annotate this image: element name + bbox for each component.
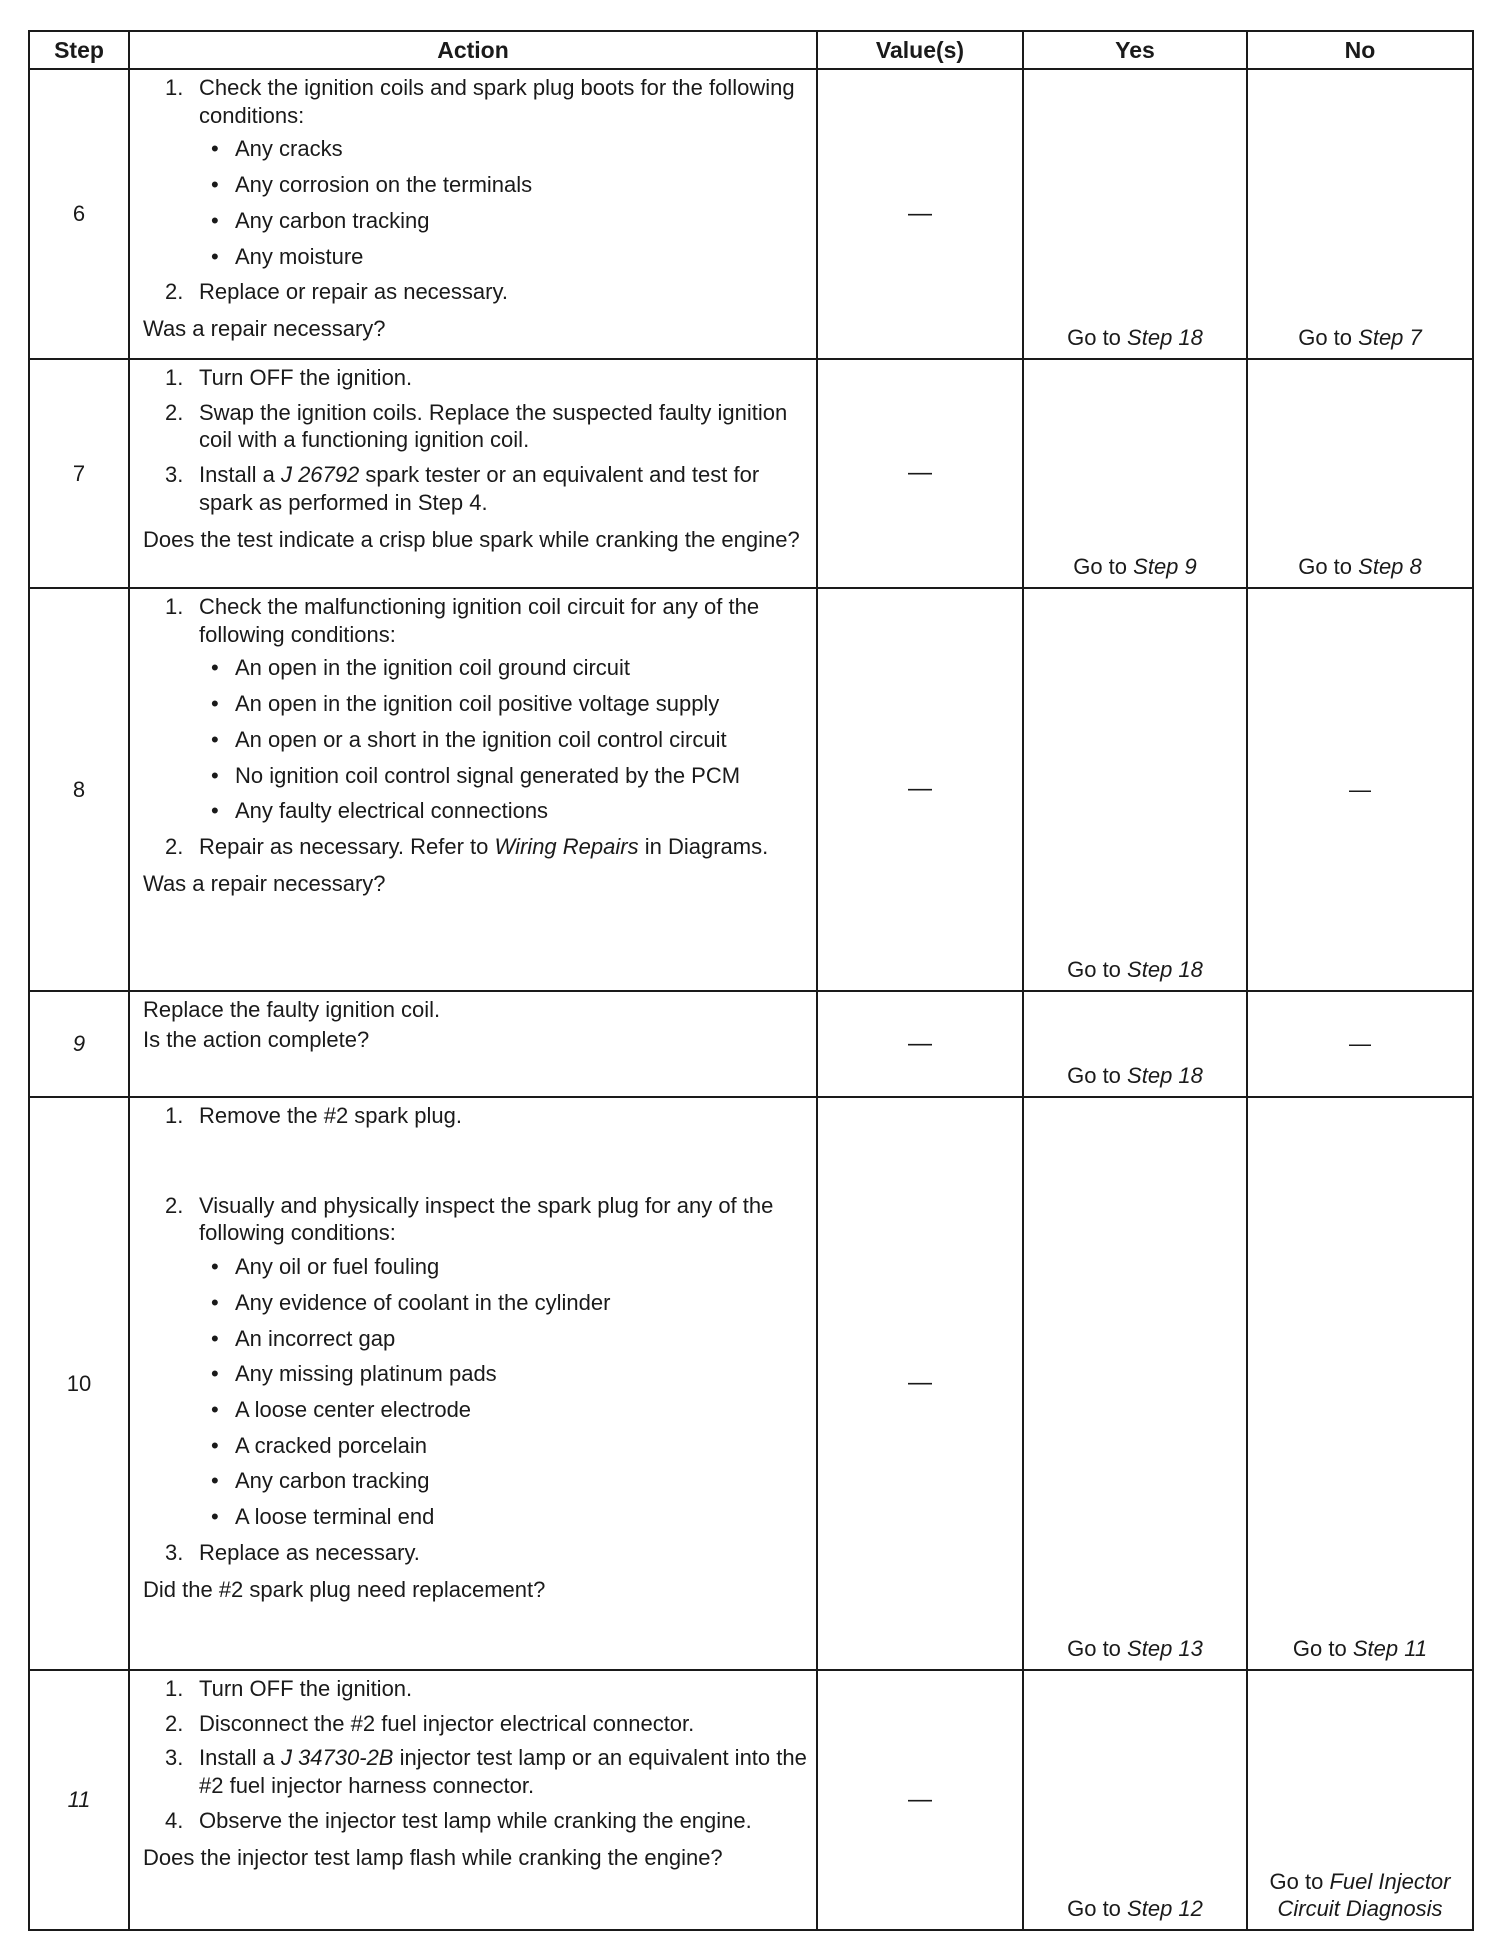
action-step: 2. Swap the ignition coils. Replace the suspected faulty ignition coil with a functioning ignition coil. [165,399,788,453]
no-link: Step 11 [1352,1636,1428,1662]
list-item: • Any cracks [211,136,343,162]
header-action: Action [129,31,817,69]
list-item: • A loose terminal end [211,1504,435,1530]
step-number: 6 [29,69,129,359]
action-cell [129,359,817,588]
table-row [29,69,1473,359]
value-cell: — [817,69,1023,359]
value-cell: — [817,1670,1023,1930]
yes-cell: Go to Step 9 [1023,359,1247,588]
action-question: Does the test indicate a crisp blue spark while cranking the engine? [143,526,800,552]
no-cell: Go to Step 8 [1247,359,1473,588]
action-step: 4. Observe the injector test lamp while cranking the engine. [165,1807,752,1833]
action-question: Does the injector test lamp flash while cranking the engine? [143,1844,723,1870]
step-number: 9 [29,991,129,1097]
step-number: 8 [29,588,129,991]
action-step: 1. Remove the #2 spark plug. [165,1103,462,1128]
yes-cell: Go to Step 18 [1023,991,1247,1097]
no-link: Fuel Injector Circuit Diagnosis [1277,1868,1451,1922]
action-step: 3. Replace as necessary. [165,1539,420,1565]
value-cell: — [817,588,1023,991]
list-item: • Any oil or fuel fouling [211,1254,440,1280]
action-cell [129,1670,817,1930]
yes-cell: Go to Step 12 [1023,1670,1247,1930]
list-item: • Any corrosion on the terminals [211,172,533,198]
yes-cell: Go to Step 18 [1023,69,1247,359]
action-question: Is the action complete? [143,1026,370,1052]
action-text: Replace the faulty ignition coil. [143,997,441,1022]
condition-list [199,654,808,825]
action-cell [129,991,817,1097]
step-number: 10 [29,1097,129,1670]
yes-link: Step 13 [1127,1636,1203,1662]
header-yes: Yes [1023,31,1247,69]
yes-link: Step 12 [1127,1896,1203,1922]
header-values: Value(s) [817,31,1023,69]
action-step: 1. Check the malfunctioning ignition coil circuit for any of the following conditions: • An open in the ignition coil ground circuit • An open in the ignition coil positive voltage supply • An open or a short in the ignition coil control circuit • No ignition coil control signal generated by the PCM • Any faulty electrical connections [143,593,808,825]
header-step: Step [29,31,129,69]
yes-link: Step 9 [1133,554,1197,580]
value-cell: — [817,991,1023,1097]
list-item: • Any carbon tracking [211,1468,430,1494]
value-cell: — [817,1097,1023,1670]
action-step: 3. Install a J 34730-2B injector test lamp or an equivalent into the #2 fuel injector harness connector. [165,1745,807,1799]
table-row [29,1097,1473,1670]
no-cell: — [1247,588,1473,991]
action-question: Did the #2 spark plug need replacement? [143,1576,546,1602]
no-cell: — [1247,991,1473,1097]
action-step: 3. Install a J 26792 spark tester or an equivalent and test for spark as performed in Step 4. [165,462,760,515]
action-steps [143,364,808,524]
step-number: 7 [29,359,129,588]
table-row [29,991,1473,1097]
action-step: 2. Replace or repair as necessary. [165,279,508,305]
step-number: 11 [29,1670,129,1930]
header-row [29,31,1473,69]
action-step: 1. Check the ignition coils and spark plug boots for the following conditions: • Any cracks • Any corrosion on the terminals • Any carbon tracking • Any moisture [143,74,808,270]
action-steps [143,593,808,868]
list-item: • Any carbon tracking [211,207,430,233]
no-cell: Go to Fuel Injector Circuit Diagnosis [1247,1670,1473,1930]
list-item: • An open or a short in the ignition coil control circuit [211,726,727,752]
action-steps [143,74,808,313]
no-link: Step 8 [1358,554,1422,580]
action-step: 2. Disconnect the #2 fuel injector electrical connector. [165,1710,695,1736]
list-item: • An incorrect gap [211,1325,396,1351]
table-row [29,588,1473,991]
no-cell: Go to Step 11 [1247,1097,1473,1670]
yes-link: Step 18 [1127,957,1203,983]
yes-cell: Go to Step 13 [1023,1097,1247,1670]
list-item: • No ignition coil control signal generated by the PCM [211,762,741,788]
list-item: • Any evidence of coolant in the cylinder [211,1289,611,1315]
no-cell: Go to Step 7 [1247,69,1473,359]
action-step: 2. Repair as necessary. Refer to Wiring Repairs in Diagrams. [165,834,769,860]
yes-link: Step 18 [1127,1063,1203,1089]
action-question: Was a repair necessary? [143,870,386,896]
value-cell: — [817,359,1023,588]
list-item: • An open in the ignition coil positive voltage supply [211,691,720,717]
diagnostic-table [28,30,1474,1931]
action-cell [129,588,817,991]
condition-list [199,1253,808,1531]
list-item: • Any missing platinum pads [211,1361,497,1387]
action-cell [129,1097,817,1670]
action-step: 1. Turn OFF the ignition. [165,365,413,390]
list-item: • A cracked porcelain [211,1432,427,1458]
list-item: • A loose center electrode [211,1397,472,1423]
list-item: • Any faulty electrical connections [211,798,549,824]
list-item: • Any moisture [211,243,364,269]
yes-cell: Go to Step 18 [1023,588,1247,991]
action-step: 1. Turn OFF the ignition. [165,1676,413,1701]
action-steps [143,1102,808,1574]
no-link: Step 7 [1358,325,1422,351]
action-step: 2. Visually and physically inspect the spark plug for any of the following conditions: • Any oil or fuel fouling • Any evidence of coolant in the cylinder • An incorrect gap • Any missing platinum pads • A loose center electrode • A cracked porcelain • Any carbon tracking • A loose terminal end [143,1192,808,1531]
table-row [29,1670,1473,1930]
action-steps [143,1675,808,1842]
action-question: Was a repair necessary? [143,316,386,342]
yes-link: Step 18 [1127,325,1203,351]
header-no: No [1247,31,1473,69]
list-item: • An open in the ignition coil ground circuit [211,655,631,681]
table-row [29,359,1473,588]
action-cell [129,69,817,359]
condition-list [199,135,808,270]
